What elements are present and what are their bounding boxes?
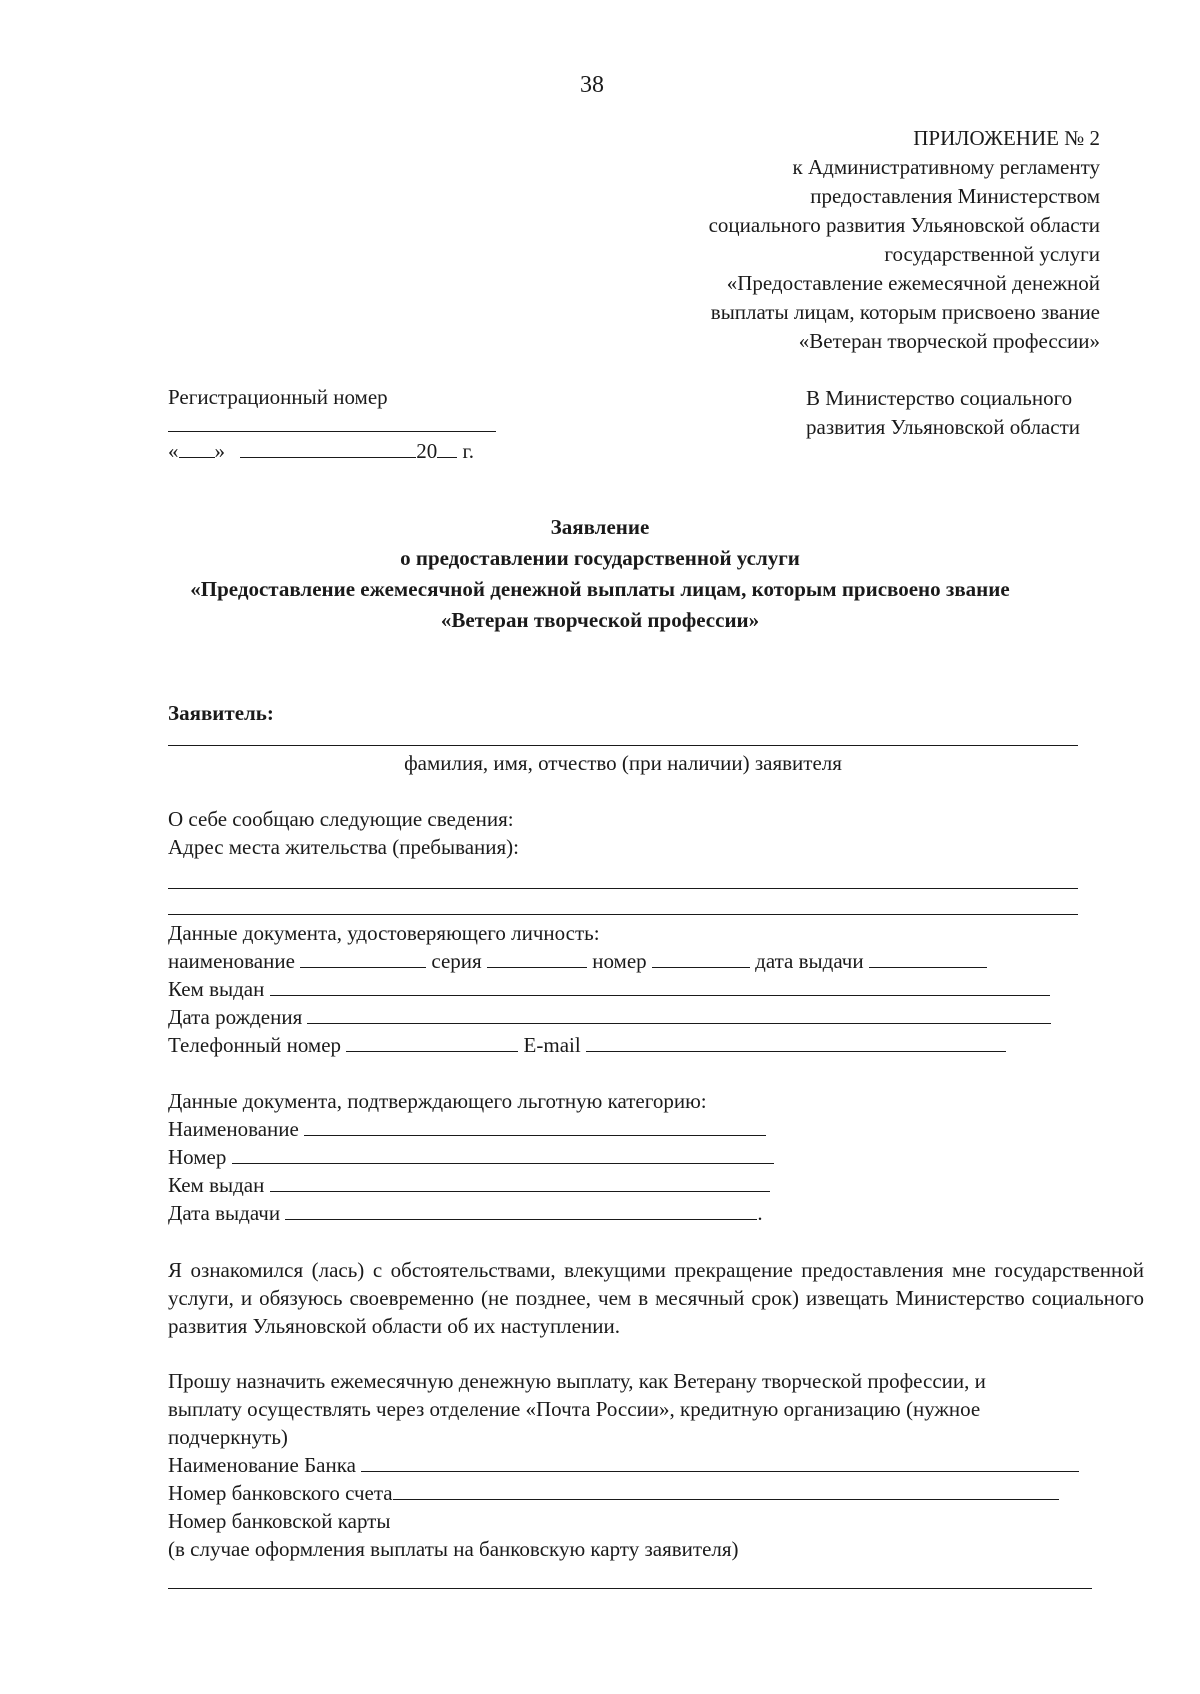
benefit-issued-by-label: Кем выдан — [168, 1173, 265, 1197]
end-mark: . — [757, 1201, 763, 1225]
bank-name-row — [168, 1452, 1079, 1479]
benefit-issue-date-label: Дата выдачи — [168, 1201, 281, 1225]
benefit-name-label: Наименование — [168, 1117, 299, 1141]
benefit-issued-by-field[interactable] — [270, 1174, 770, 1192]
request-line: выплату осуществлять через отделение «Почта России», кредитную организацию (нужное — [168, 1397, 981, 1421]
benefit-number-label: Номер — [168, 1145, 227, 1169]
benefit-number-field[interactable] — [232, 1146, 774, 1164]
heading-line: «Ветеран творческой профессии» — [440, 608, 760, 632]
heading-line: о предоставлении государственной услуги — [400, 546, 800, 570]
heading-title: Заявление — [550, 515, 650, 539]
heading-line: «Предоставление ежемесячной денежной выплаты лицам, которым присвоено звание — [190, 577, 1010, 601]
id-number-label: номер — [592, 949, 647, 973]
benefit-name-row — [168, 1116, 766, 1143]
request-line: Прошу назначить ежемесячную денежную выплату, как Ветерану творческой профессии, и — [168, 1369, 986, 1393]
id-series-label: серия — [431, 949, 482, 973]
address-line-1[interactable] — [168, 888, 1078, 889]
account-row — [168, 1480, 1059, 1507]
registration-number-line[interactable] — [168, 431, 496, 432]
appendix-line: государственной услуги — [884, 242, 1100, 266]
month-blank[interactable] — [240, 440, 416, 458]
applicant-name-line[interactable] — [168, 745, 1078, 746]
id-name-label: наименование — [168, 949, 295, 973]
id-issued-by-label: Кем выдан — [168, 977, 265, 1001]
phone-label: Телефонный номер — [168, 1033, 342, 1057]
card-number-line[interactable] — [168, 1588, 1092, 1589]
benefit-issue-date-field[interactable] — [285, 1202, 757, 1220]
account-label: Номер банковского счета — [168, 1481, 393, 1505]
addressee-line: В Министерство социального — [806, 386, 1073, 410]
registration-label: Регистрационный номер — [168, 385, 388, 409]
form-heading — [100, 512, 1100, 636]
birth-date-field[interactable] — [307, 1006, 1051, 1024]
applicant-caption: фамилия, имя, отчество (при наличии) заявителя — [404, 751, 842, 775]
quote-close: » — [214, 439, 225, 463]
applicant-label: Заявитель: — [168, 701, 274, 725]
page-number: 38 — [580, 72, 604, 98]
benefit-issued-by-row — [168, 1172, 770, 1199]
appendix-line: «Ветеран творческой профессии» — [798, 329, 1100, 353]
contact-row — [168, 1032, 1006, 1059]
appendix-line: «Предоставление ежемесячной денежной — [726, 271, 1100, 295]
appendix-block — [709, 124, 1100, 356]
bank-name-field[interactable] — [361, 1454, 1079, 1472]
day-blank[interactable] — [179, 440, 215, 458]
id-issue-date-label: дата выдачи — [755, 949, 864, 973]
email-label: E-mail — [523, 1033, 581, 1057]
id-name-field[interactable] — [300, 950, 426, 968]
card-label: Номер банковской карты — [168, 1509, 391, 1533]
address-line-2[interactable] — [168, 914, 1078, 915]
appendix-title: ПРИЛОЖЕНИЕ № 2 — [913, 126, 1100, 150]
benefit-issue-date-row — [168, 1200, 763, 1227]
birth-date-row — [168, 1004, 1051, 1031]
account-field[interactable] — [393, 1482, 1059, 1500]
quote-open: « — [168, 439, 179, 463]
card-note: (в случае оформления выплаты на банковскую карту заявителя) — [168, 1537, 739, 1561]
benefit-doc-title: Данные документа, подтверждающего льготную категорию: — [168, 1089, 707, 1113]
addressee — [806, 384, 1080, 442]
address-label: Адрес места жительства (пребывания): — [168, 835, 520, 859]
addressee-line: развития Ульяновской области — [806, 415, 1080, 439]
bank-name-label: Наименование Банка — [168, 1453, 356, 1477]
id-issue-date-field[interactable] — [869, 950, 987, 968]
id-number-field[interactable] — [652, 950, 750, 968]
phone-field[interactable] — [346, 1034, 518, 1052]
registration-date — [168, 438, 474, 465]
identity-doc-title: Данные документа, удостоверяющего личность: — [168, 921, 600, 945]
id-series-field[interactable] — [487, 950, 587, 968]
acknowledgement-paragraph: Я ознакомился (лась) с обстоятельствами, влекущими прекращение предоставления мне государственной услуги, и обязуюсь своевременно (не позднее, чем в месячный срок) извещать Министерство социального развития Ульяновской области об их наступлении. — [168, 1258, 1144, 1338]
year-suffix: г. — [462, 439, 474, 463]
about-intro: О себе сообщаю следующие сведения: — [168, 807, 514, 831]
benefit-name-field[interactable] — [304, 1118, 766, 1136]
appendix-line: выплаты лицам, которым присвоено звание — [710, 300, 1100, 324]
benefit-number-row — [168, 1144, 774, 1171]
year-blank[interactable] — [437, 440, 457, 458]
email-field[interactable] — [586, 1034, 1006, 1052]
identity-doc-row — [168, 948, 987, 975]
appendix-line: предоставления Министерством — [810, 184, 1100, 208]
appendix-line: социального развития Ульяновской области — [708, 213, 1100, 237]
birth-date-label: Дата рождения — [168, 1005, 303, 1029]
id-issued-by-field[interactable] — [270, 978, 1050, 996]
appendix-line: к Административному регламенту — [792, 155, 1100, 179]
year-prefix: 20 — [416, 439, 438, 463]
id-issued-by-row — [168, 976, 1050, 1003]
request-line: подчеркнуть) — [168, 1425, 288, 1449]
